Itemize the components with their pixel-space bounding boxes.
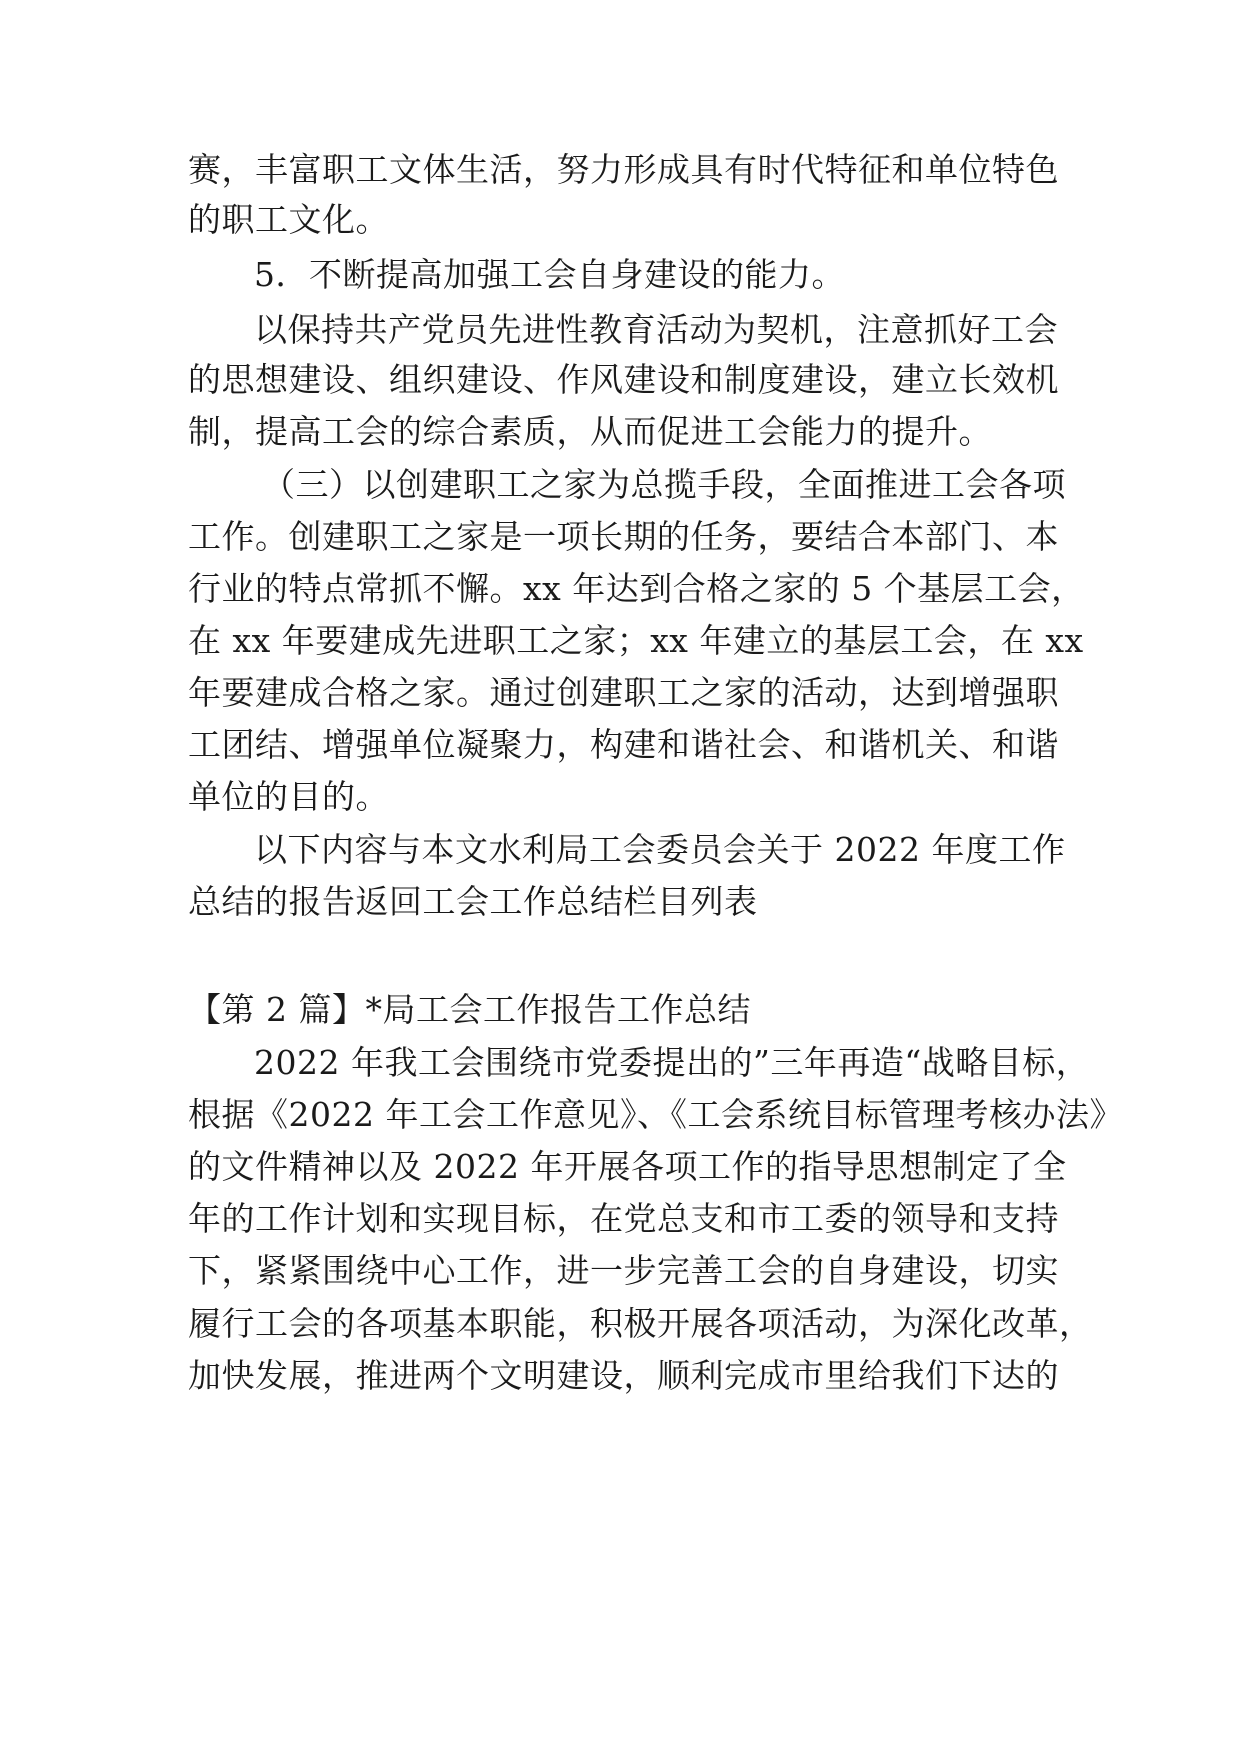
text-line: 加快发展，推进两个文明建设，顺利完成市里给我们下达的 — [188, 1356, 1059, 1395]
text-line: （三）以创建职工之家为总揽手段，全面推进工会各项 — [262, 465, 1066, 504]
text-line: 的文件精神以及 2022 年开展各项工作的指导思想制定了全 — [188, 1147, 1067, 1186]
text-line: 总结的报告返回工会工作总结栏目列表 — [188, 882, 758, 921]
text-line: 2022 年我工会围绕市党委提出的”三年再造“战略目标， — [254, 1043, 1090, 1082]
text-line: 年的工作计划和实现目标，在党总支和市工委的领导和支持 — [188, 1199, 1059, 1238]
text-line: 根据《2022 年工会工作意见》、《工会系统目标管理考核办法》 — [188, 1095, 1123, 1134]
text-line: 年要建成合格之家。通过创建职工之家的活动，达到增强职 — [188, 673, 1059, 712]
text-line: 在 xx 年要建成先进职工之家；xx 年建立的基层工会，在 xx — [188, 621, 1084, 660]
text-line: 以保持共产党员先进性教育活动为契机，注意抓好工会 — [254, 310, 1058, 349]
text-line: 下，紧紧围绕中心工作，进一步完善工会的自身建设，切实 — [188, 1251, 1059, 1290]
text-line: 单位的目的。 — [188, 777, 389, 816]
text-line: 工作。创建职工之家是一项长期的任务，要结合本部门、本 — [188, 517, 1059, 556]
text-line: 工团结、增强单位凝聚力，构建和谐社会、和谐机关、和谐 — [188, 725, 1059, 764]
text-line: 的思想建设、组织建设、作风建设和制度建设，建立长效机 — [188, 360, 1059, 399]
text-line: 以下内容与本文水利局工会委员会关于 2022 年度工作 — [254, 830, 1066, 869]
text-line: 履行工会的各项基本职能，积极开展各项活动，为深化改革， — [188, 1304, 1093, 1343]
text-line: 制，提高工会的综合素质，从而促进工会能力的提升。 — [188, 412, 992, 451]
text-line: 的职工文化。 — [188, 200, 389, 239]
text-line: 行业的特点常抓不懈。xx 年达到合格之家的 5 个基层工会， — [188, 569, 1085, 608]
section-heading: 5．不断提高加强工会自身建设的能力。 — [254, 255, 845, 294]
text-line: 赛，丰富职工文体生活，努力形成具有时代特征和单位特色 — [188, 150, 1059, 189]
article-heading: 【第 2 篇】*局工会工作报告工作总结 — [188, 990, 751, 1029]
